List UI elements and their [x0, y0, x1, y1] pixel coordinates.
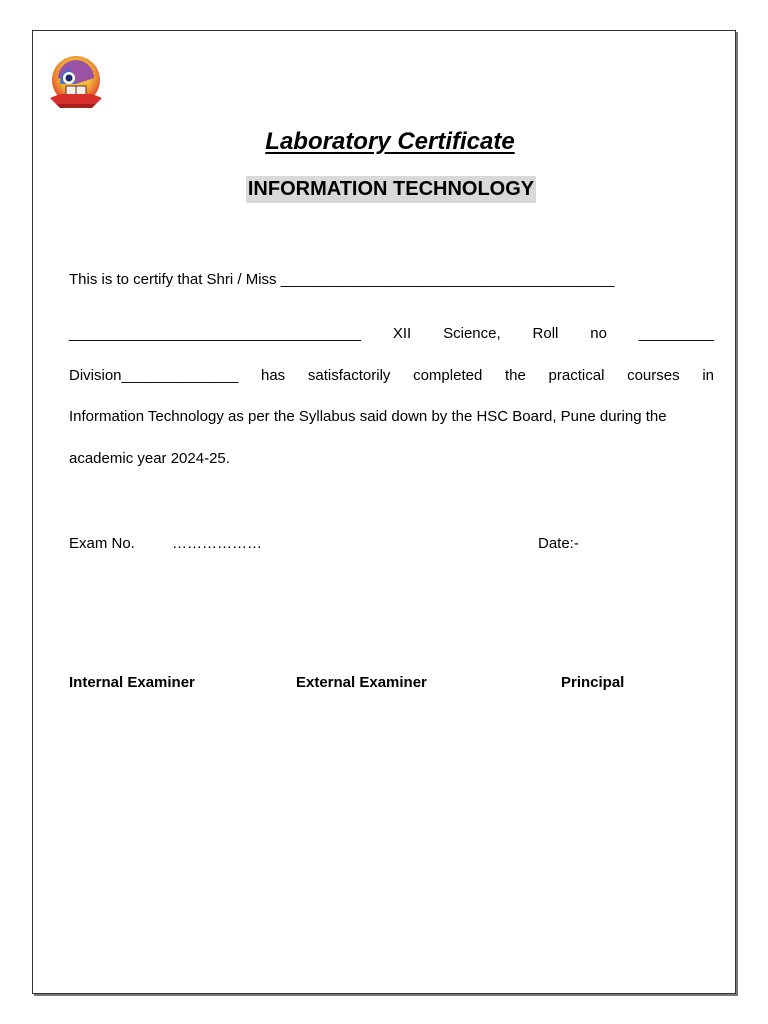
class-roll-line: [69, 325, 714, 342]
syllabus-line: Information Technology as per the Syllabus said down by the HSC Board, Pune during the: [69, 408, 667, 425]
division-blank: Division______________: [69, 367, 239, 384]
body-word: courses: [627, 367, 680, 384]
body-word: the: [505, 367, 526, 384]
division-line: [69, 367, 714, 384]
external-examiner-signature: External Examiner: [296, 674, 427, 691]
name-continuation-blank: ___________________________________: [69, 325, 361, 342]
subject-heading-wrap: [0, 176, 768, 203]
certificate-title: Laboratory Certificate: [265, 128, 515, 155]
college-emblem-graphic: [46, 54, 106, 114]
internal-examiner-signature: Internal Examiner: [69, 674, 195, 691]
exam-number-blank: ………………: [172, 535, 262, 552]
principal-signature: Principal: [561, 674, 625, 691]
stream-word: Science,: [443, 325, 501, 342]
page-border: [32, 30, 736, 994]
academic-year-line: academic year 2024-25.: [69, 450, 230, 467]
class-word: XII: [392, 325, 412, 342]
body-word: satisfactorily: [307, 367, 391, 384]
college-emblem-icon: [46, 54, 106, 114]
body-word: completed: [413, 367, 483, 384]
certify-line: This is to certify that Shri / Miss ________________________________________: [69, 271, 615, 288]
subject-heading: INFORMATION TECHNOLOGY: [246, 176, 536, 203]
roll-word: Roll: [532, 325, 559, 342]
body-word: has: [261, 367, 286, 384]
date-label: Date:-: [538, 535, 579, 552]
no-word: no: [590, 325, 607, 342]
body-word: practical: [548, 367, 605, 384]
body-word: in: [702, 367, 714, 384]
roll-number-blank: _________: [638, 325, 714, 342]
exam-number-label: Exam No.: [69, 535, 135, 552]
